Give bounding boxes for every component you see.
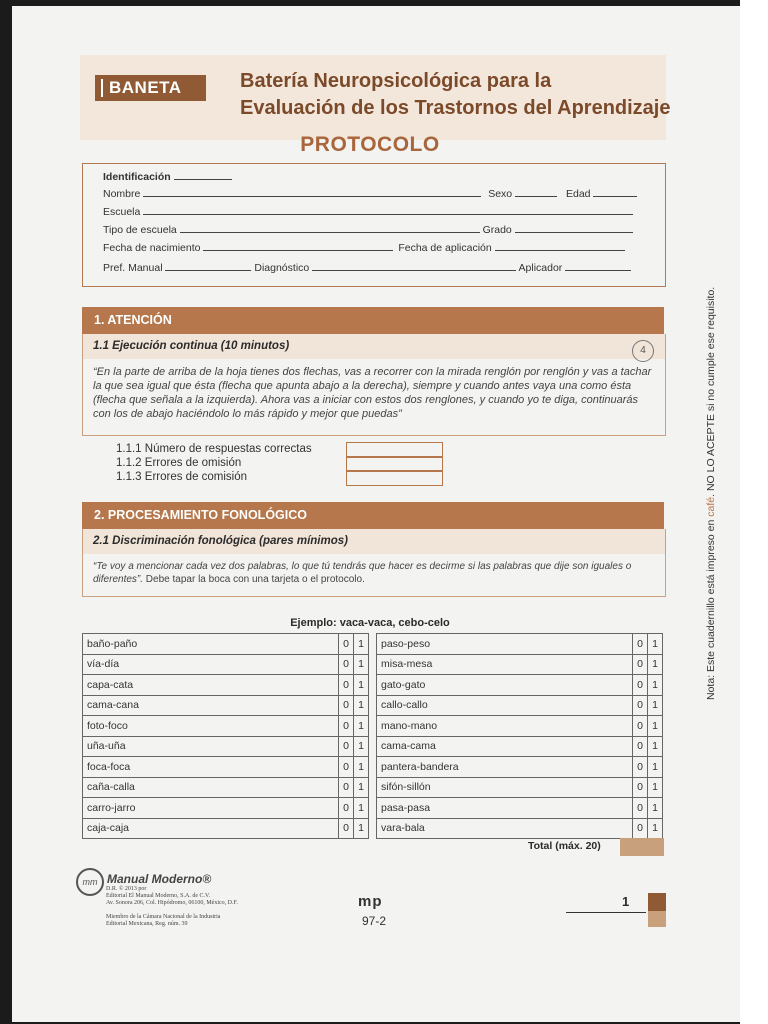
id-row-fechas <box>103 241 625 254</box>
page-number: 1 <box>622 894 630 909</box>
pair-word: mano-mano <box>377 716 633 737</box>
side-note-part2: . NO LO ACEPTE si no cumple ese requisito. <box>705 286 717 497</box>
pair-row <box>83 695 369 716</box>
score-0-option[interactable]: 0 <box>633 716 648 737</box>
pair-row <box>83 798 369 819</box>
score-1-option[interactable]: 1 <box>648 757 663 778</box>
fonologico-instructions-box <box>82 554 666 597</box>
pair-word: cama-cama <box>377 736 633 757</box>
resp-label-comision: 1.1.3 Errores de comisión <box>116 471 248 483</box>
pair-row <box>377 818 663 839</box>
score-0-option[interactable]: 0 <box>339 757 354 778</box>
score-0-option[interactable]: 0 <box>339 634 354 655</box>
diagnostico-field[interactable] <box>312 261 516 271</box>
stopwatch-icon: 4 <box>632 340 654 362</box>
grado-field[interactable] <box>515 223 633 233</box>
grado-label: Grado <box>482 224 512 236</box>
pair-row <box>377 777 663 798</box>
section-atencion-title: 1. ATENCIÓN <box>94 313 172 327</box>
pair-word: carro-jarro <box>83 798 339 819</box>
pref-manual-label: Pref. Manual <box>103 262 163 274</box>
resp-label-omision: 1.1.2 Errores de omisión <box>116 457 242 469</box>
example-line: Ejemplo: vaca-vaca, cebo-celo <box>290 617 450 629</box>
side-note <box>705 240 717 700</box>
score-0-option[interactable]: 0 <box>339 675 354 696</box>
title-line-1: Batería Neuropsicológica para la <box>240 70 552 92</box>
atencion-instructions-box <box>82 359 666 436</box>
nombre-field[interactable] <box>143 187 481 197</box>
score-1-option[interactable]: 1 <box>648 777 663 798</box>
score-0-option[interactable]: 0 <box>339 798 354 819</box>
fonologico-instructions-italic: “Te voy a mencionar cada vez dos palabras, lo que tú tendrás que hacer es decirme si las palabras que dije son iguales o diferentes”. <box>93 561 632 585</box>
score-1-option[interactable]: 1 <box>354 798 369 819</box>
pair-word: paso-peso <box>377 634 633 655</box>
fonologico-instructions <box>83 554 665 592</box>
title-line-2: Evaluación de los Trastornos del Aprendizaje <box>240 97 671 119</box>
side-note-part1: Nota: Este cuadernillo está impreso en <box>705 516 717 700</box>
score-1-option[interactable]: 1 <box>354 654 369 675</box>
score-1-option[interactable]: 1 <box>648 634 663 655</box>
pair-word: caja-caja <box>83 818 339 839</box>
escuela-field[interactable] <box>143 205 633 215</box>
pair-row <box>83 716 369 737</box>
pref-manual-field[interactable] <box>165 261 251 271</box>
score-0-option[interactable]: 0 <box>633 818 648 839</box>
score-0-option[interactable]: 0 <box>633 654 648 675</box>
score-0-option[interactable]: 0 <box>339 695 354 716</box>
subsection-discriminacion-title: 2.1 Discriminación fonológica (pares mínimos) <box>93 535 348 547</box>
corner-square-light <box>648 911 666 927</box>
mp-logo: mp <box>358 893 383 910</box>
subsection-ejecucion-header <box>82 334 666 359</box>
pair-row <box>377 675 663 696</box>
pair-word: baño-paño <box>83 634 339 655</box>
pair-row <box>83 634 369 655</box>
pair-word: pasa-pasa <box>377 798 633 819</box>
page-number-rule <box>566 912 646 913</box>
pair-word: sifón-sillón <box>377 777 633 798</box>
logo-text: BANETA <box>109 78 182 97</box>
edad-label: Edad <box>565 188 591 200</box>
escuela-label: Escuela <box>103 206 141 218</box>
score-0-option[interactable]: 0 <box>339 818 354 839</box>
pair-row <box>377 634 663 655</box>
score-1-option[interactable]: 1 <box>354 736 369 757</box>
fonologico-instructions-plain: Debe tapar la boca con una tarjeta o el protocolo. <box>143 574 365 585</box>
id-row-tipo-escuela <box>103 223 633 236</box>
score-1-option[interactable]: 1 <box>354 675 369 696</box>
fecha-aplicacion-field[interactable] <box>495 241 625 251</box>
resp-label-correctas: 1.1.1 Número de respuestas correctas <box>116 443 312 455</box>
fecha-nacimiento-label: Fecha de nacimiento <box>103 242 201 254</box>
score-1-option[interactable]: 1 <box>648 716 663 737</box>
sexo-field[interactable] <box>515 187 557 197</box>
corner-square-dark <box>648 893 666 911</box>
score-1-option[interactable]: 1 <box>648 736 663 757</box>
score-0-option[interactable]: 0 <box>339 777 354 798</box>
pair-word: vía-día <box>83 654 339 675</box>
pair-word: foto-foco <box>83 716 339 737</box>
pairs-table-left <box>82 633 369 839</box>
pair-word: gato-gato <box>377 675 633 696</box>
subsection-ejecucion-title: 1.1 Ejecución continua (10 minutos) <box>93 340 290 352</box>
id-row-escuela <box>103 205 633 218</box>
pair-word: pantera-bandera <box>377 757 633 778</box>
pair-row <box>377 695 663 716</box>
protocol-heading: PROTOCOLO <box>300 133 440 156</box>
baneta-logo <box>95 75 206 101</box>
fecha-nacimiento-field[interactable] <box>203 241 393 251</box>
id-row-manual <box>103 261 631 274</box>
pair-row <box>83 736 369 757</box>
pair-row <box>83 757 369 778</box>
fecha-aplicacion-label: Fecha de aplicación <box>398 242 492 254</box>
pair-word: callo-callo <box>377 695 633 716</box>
score-0-option[interactable]: 0 <box>633 736 648 757</box>
score-1-option[interactable]: 1 <box>354 757 369 778</box>
pair-word: capa-cata <box>83 675 339 696</box>
diagnostico-label: Diagnóstico <box>254 262 310 274</box>
score-1-option[interactable]: 1 <box>648 818 663 839</box>
edad-field[interactable] <box>593 187 637 197</box>
pair-word: uña-uña <box>83 736 339 757</box>
pair-word: cama-cana <box>83 695 339 716</box>
aplicador-label: Aplicador <box>518 262 563 274</box>
pair-row <box>377 757 663 778</box>
manual-moderno-icon: mm <box>76 868 104 896</box>
pair-word: misa-mesa <box>377 654 633 675</box>
score-1-option[interactable]: 1 <box>354 634 369 655</box>
score-0-option[interactable]: 0 <box>339 736 354 757</box>
score-0-option[interactable]: 0 <box>633 798 648 819</box>
score-1-option[interactable]: 1 <box>648 798 663 819</box>
pair-row <box>83 654 369 675</box>
pair-row <box>377 736 663 757</box>
score-1-option[interactable]: 1 <box>648 654 663 675</box>
identificacion-label: Identificación <box>103 171 171 183</box>
score-0-option[interactable]: 0 <box>633 777 648 798</box>
score-0-option[interactable]: 0 <box>633 695 648 716</box>
tipo-escuela-label: Tipo de escuela <box>103 224 177 236</box>
score-0-option[interactable]: 0 <box>633 675 648 696</box>
section-fonologico-title: 2. PROCESAMIENTO FONOLÓGICO <box>94 508 307 522</box>
pair-row <box>377 716 663 737</box>
document-title <box>240 68 680 122</box>
pair-word: caña-calla <box>83 777 339 798</box>
form-code: 97-2 <box>362 914 387 928</box>
pair-word: foca-foca <box>83 757 339 778</box>
pair-row <box>83 777 369 798</box>
section-fonologico-header <box>82 502 664 529</box>
total-label: Total (máx. 20) <box>528 840 601 852</box>
score-0-option[interactable]: 0 <box>633 757 648 778</box>
score-1-option[interactable]: 1 <box>648 695 663 716</box>
legal-text: D.R. © 2013 por Editorial El Manual Moderno, S.A. de C.V. Av. Sonora 206, Col. Hipódromo, 06100, México, D.F. Miembro de la Cámara Nacional de la Industria Editorial Mexicana, Reg. núm. 39 <box>106 886 238 927</box>
identificacion-field[interactable] <box>174 170 232 180</box>
score-0-option[interactable]: 0 <box>339 716 354 737</box>
score-0-option[interactable]: 0 <box>633 634 648 655</box>
logo-bar <box>101 79 103 97</box>
pairs-table-right <box>376 633 663 839</box>
comision-input[interactable] <box>346 470 443 486</box>
id-row-identificacion <box>103 170 232 183</box>
pair-row <box>377 798 663 819</box>
sexo-label: Sexo <box>488 188 513 200</box>
score-1-option[interactable]: 1 <box>354 777 369 798</box>
publisher-name: Manual Moderno® <box>107 872 212 886</box>
tipo-escuela-field[interactable] <box>180 223 480 233</box>
side-note-cafe: café <box>705 496 717 517</box>
section-atencion-header <box>82 307 664 334</box>
aplicador-field[interactable] <box>565 261 631 271</box>
nombre-label: Nombre <box>103 188 141 200</box>
score-1-option[interactable]: 1 <box>354 716 369 737</box>
score-1-option[interactable]: 1 <box>354 818 369 839</box>
id-row-nombre <box>103 187 637 200</box>
background-margin <box>740 0 768 1024</box>
pair-row <box>83 818 369 839</box>
score-0-option[interactable]: 0 <box>339 654 354 675</box>
score-1-option[interactable]: 1 <box>354 695 369 716</box>
pair-word: vara-bala <box>377 818 633 839</box>
pair-row <box>377 654 663 675</box>
total-score-box[interactable] <box>620 838 664 856</box>
atencion-instructions: “En la parte de arriba de la hoja tienes dos flechas, vas a recorrer con la mirada renglón por renglón y vas a tachar la que sea igual que ésta (flecha que apunta abajo a la derecha), siempre y cuando antes vaya una como ésta (flecha que señala a la izquierda). Ahora vas a iniciar con estos dos renglones, y cuando yo te diga, continuarás con los de abajo haciéndolo lo más rápido y mejor que puedas” <box>93 366 652 420</box>
score-1-option[interactable]: 1 <box>648 675 663 696</box>
subsection-discriminacion-header <box>82 529 666 554</box>
pair-row <box>83 675 369 696</box>
